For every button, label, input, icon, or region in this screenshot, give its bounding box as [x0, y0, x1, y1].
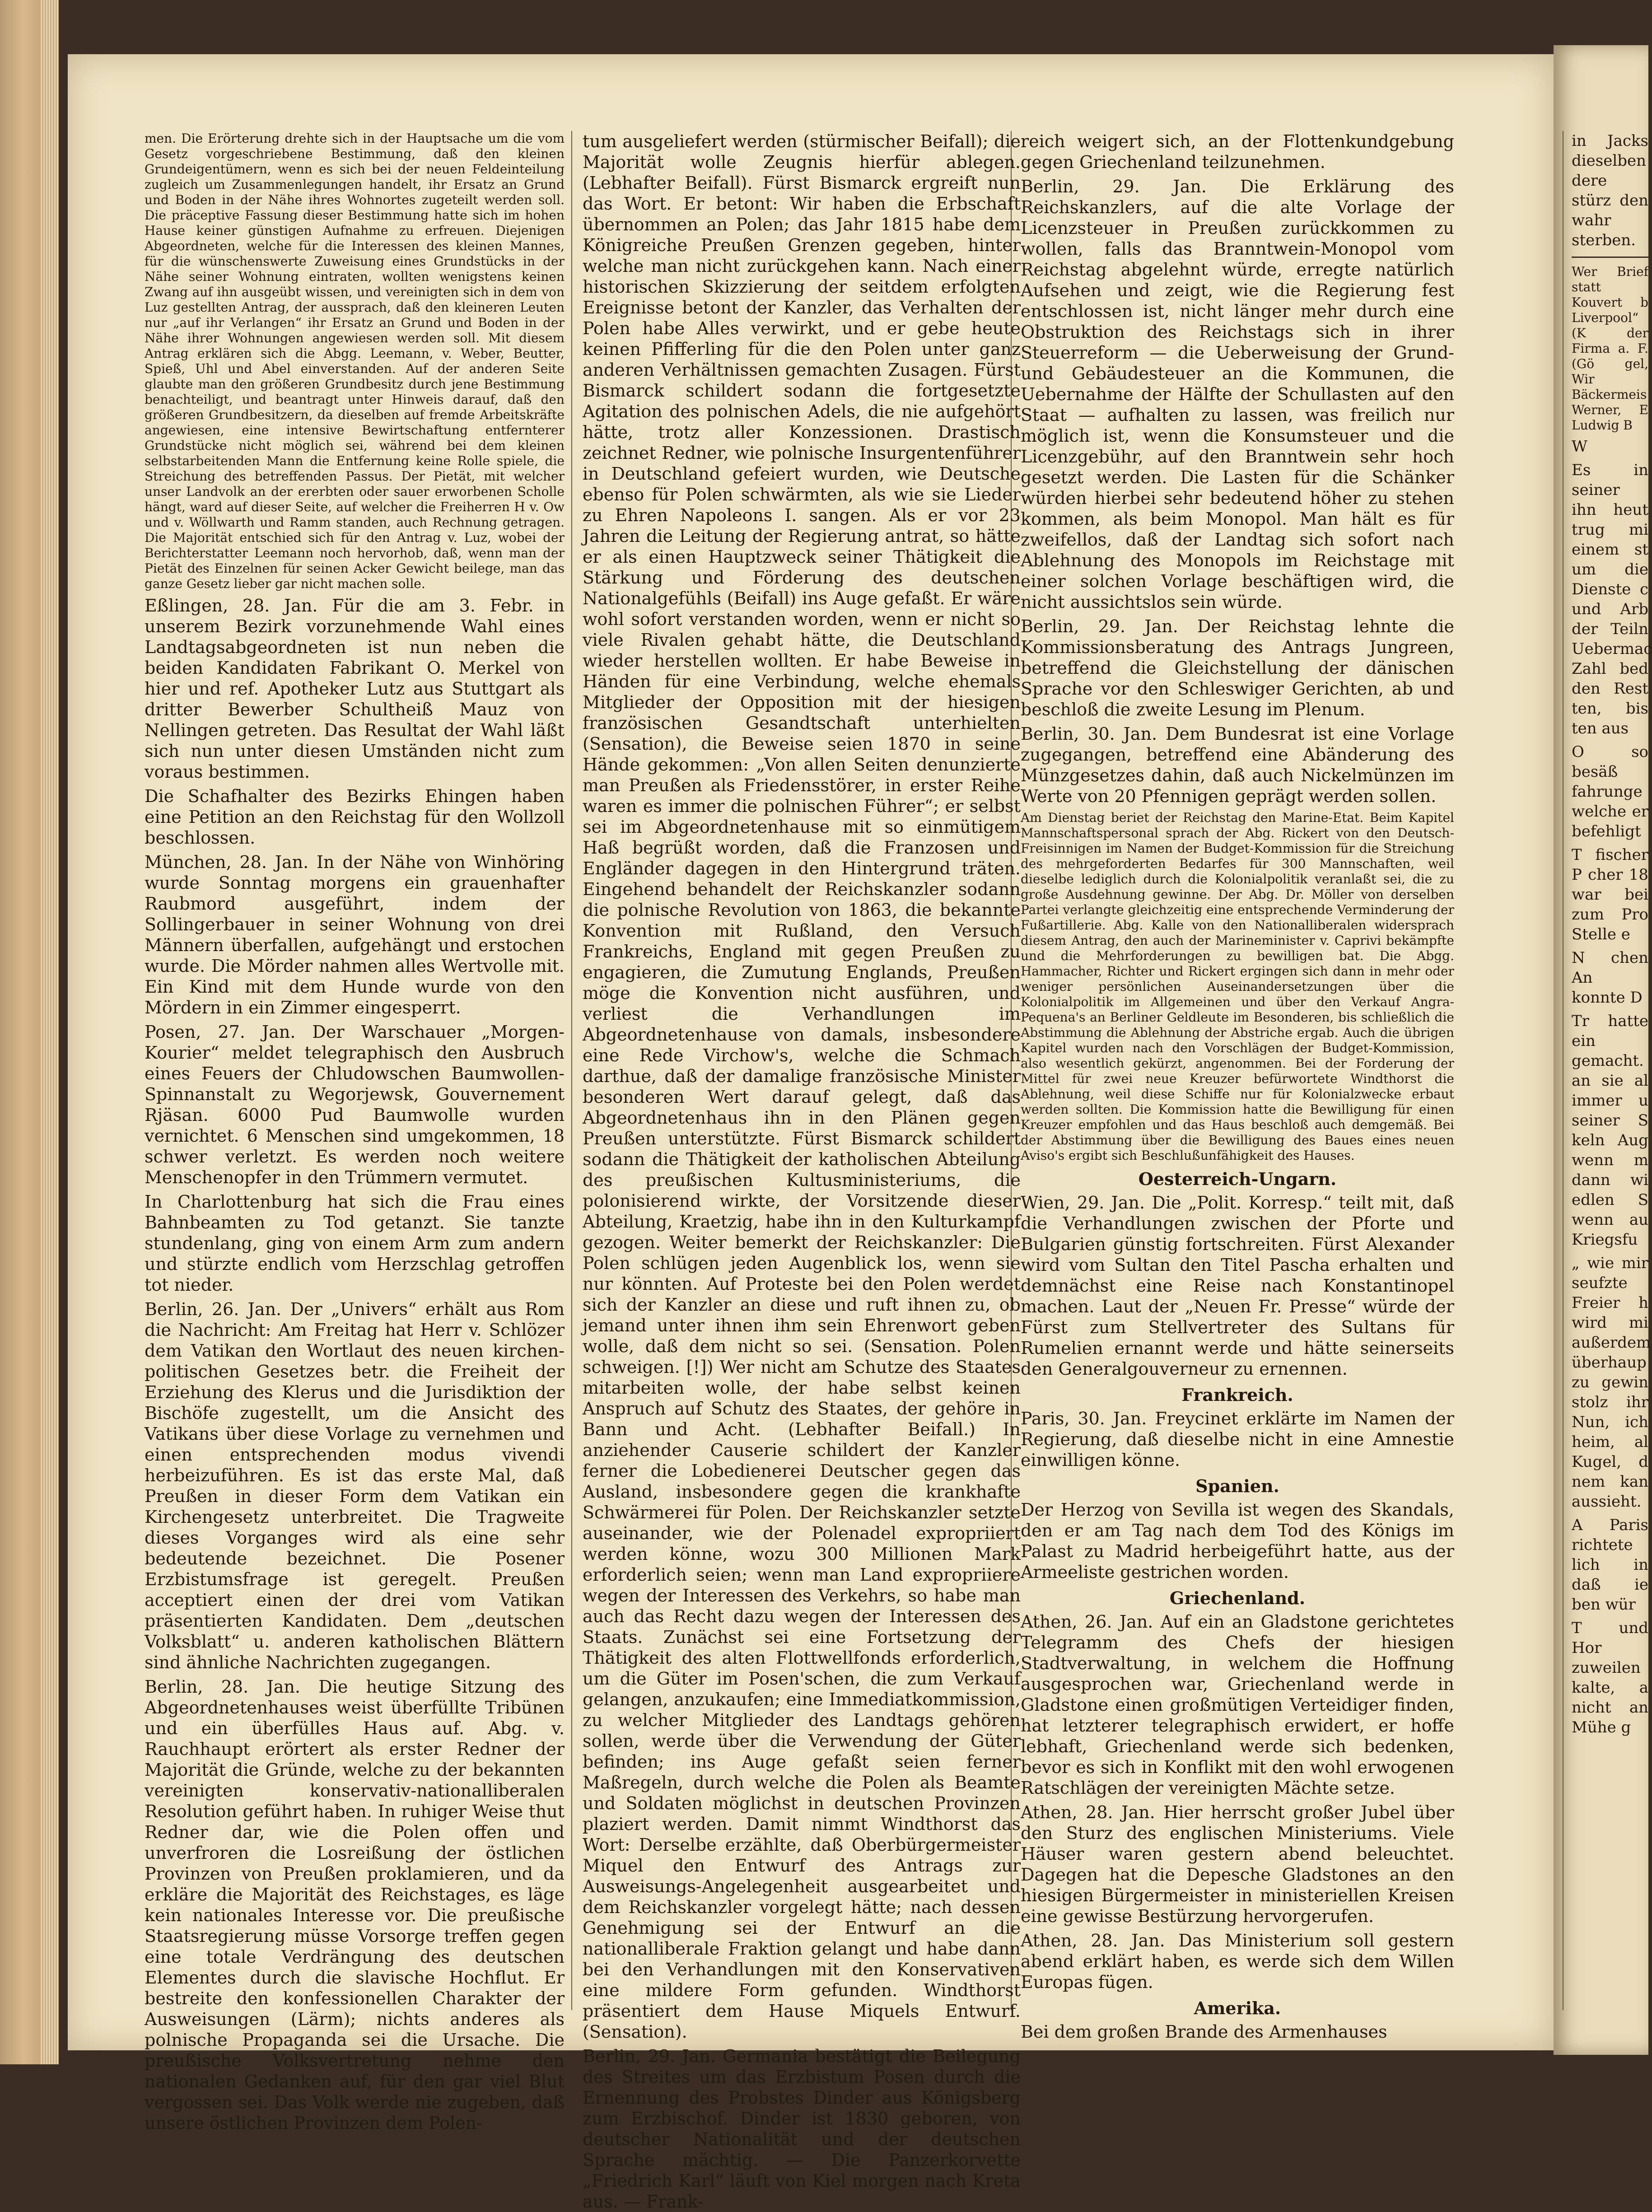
book-edge: [0, 0, 59, 2064]
article-paragraph: A Paris richtete lich in daß ie ben wür: [1572, 1516, 1648, 1614]
article-paragraph: Am Dienstag beriet der Reichstag den Marine-Etat. Beim Kapitel Mannschaftspersonal sprach der Abg. Rickert von den Deutsch-Freisinnigen im Namen der Budget-Kommission für die Streichung des mehrgeforderten Bedarfes für 300 Mannschaften, weil dieselbe lediglich durch die Kolonialpolitik veranlaßt sei, die zu große Ausdehnung gewinne. Der Abg. Dr. Möller von derselben Partei verlangte gleichzeitig eine entsprechende Verminderung der Fußartillerie. Abg. Kalle von den Nationalliberalen widersprach diesem Antrag, den auch der Marineminister v. Caprivi bekämpfte und die Mehrforderungen zu bewilligen bat. Die Abgg. Hammacher, Richter und Rickert ergingen sich dann in mehr oder weniger persönlichen Auseinandersetzungen über die Kolonialpolitik im Allgemeinen und über den Verkauf Angra-Pequena's an Berliner Geldleute im Besonderen, bis schließlich die Abstimmung die Ablehnung der Abstriche ergab. Auch die übrigen Kapitel wurden nach den Vorschlägen der Budget-Kommission, also wesentlich gekürzt, angenommen. Bei der Forderung der Mittel für zwei neue Kreuzer befürwortete Windthorst die Ablehnung, weil diese Schiffe nur für Kolonialzwecke erbaut werden sollten. Die Kommission hatte die Bewilligung für einen Kreuzer empfohlen und das Haus beschloß auch demgemäß. Bei der Abstimmung über die Bewilligung des Baues eines neuen Aviso's ergibt sich Beschlußunfähigkeit des Hauses.: [1021, 810, 1454, 1163]
article-paragraph: W: [1572, 438, 1587, 456]
article-paragraph: Wer Brief statt Kouvert b Liverpool“ (K der Firma a. F. (Gö gel, Wir Bäckermeis Werner, E Ludwig B: [1572, 264, 1648, 433]
section-heading: Spanien.: [1195, 1476, 1279, 1496]
article-paragraph: Athen, 28. Jan. Das Ministerium soll gestern abend erklärt haben, es werde sich dem Willen Europas fügen.: [1021, 1931, 1454, 1992]
article-paragraph: T und Hor zuweilen kalte, a nicht an Mühe g: [1572, 1619, 1648, 1736]
article-paragraph: reich weigert sich, an der Flottenkundgebung gegen Griechenland teilzunehmen.: [1021, 131, 1454, 172]
article-paragraph: In Charlottenburg hat sich die Frau eines Bahnbeamten zu Tod getanzt. Sie tanzte stundenlang, ging von einem Arm zum andern und stürzte endlich vom Herzschlag getroffen tot nieder.: [145, 1192, 565, 1295]
section-heading: Amerika.: [1194, 1998, 1281, 2018]
article-paragraph: Paris, 30. Jan. Freycinet erklärte im Namen der Regierung, daß dieselbe nicht in eine Amnestie einwilligen könne.: [1021, 1409, 1454, 1470]
article-paragraph: Tr hatte ein gemacht. an sie al immer u seiner S keln Aug wenn m dann wi edlen S wenn au Kriegsfu: [1572, 1012, 1648, 1249]
article-paragraph: O so besäß fahrunge welche er befehligt: [1572, 743, 1648, 840]
column-1: [145, 131, 565, 2133]
article-paragraph: Berlin, 29. Jan. Germania bestätigt die Beilegung des Streites um das Erzbistum Posen durch die Ernennung des Probstes Dinder aus Königsberg zum Erzbischof. Dinder ist 1830 geboren, von deutscher Nationalität und der deutschen Sprache mächtig. — Die Panzerkorvette „Friedrich Karl“ läuft von Kiel morgen nach Kreta aus. — Frank-: [583, 2046, 1021, 2212]
column-4-partial: [1572, 131, 1652, 2010]
article-paragraph: N chen An konnte D: [1572, 949, 1648, 1007]
section-heading: Oesterreich-Ungarn.: [1138, 1169, 1337, 1189]
article-paragraph: Berlin, 28. Jan. Die heutige Sitzung des Abgeordnetenhauses weist überfüllte Tribünen und ein überfülles Haus auf. Abg. v. Rauchhaupt erörtert als erster Redner der Majorität die Gründe, welche zu der bekannten vereinigten konservativ-nationalliberalen Resolution geführt haben. In ruhiger Weise thut Redner dar, wie die Polen offen und unverfroren die Losreißung der östlichen Provinzen von Preußen proklamieren, und da erkläre die Majorität des Reichstages, es läge kein nationales Interesse vor. Die preußische Staatsregierung müsse Vorsorge treffen gegen eine totale Verdrängung des deutschen Elementes durch die slavische Hochflut. Er bestreite den konfessionellen Charakter der Ausweisungen (Lärm); nichts anderes als polnische Propaganda sei die Ursache. Die preußische Volksvertretung nehme den nationalen Gedanken auf, für den gar viel Blut vergossen sei. Das Volk werde nie zugeben, daß unsere östlichen Provinzen dem Polen-: [145, 1677, 565, 2133]
article-paragraph: Der Herzog von Sevilla ist wegen des Skandals, den er am Tag nach dem Tod des Königs im Palast zu Madrid herbeigeführt hatte, aus der Armeeliste gestrichen worden.: [1021, 1500, 1454, 1582]
article-paragraph: Athen, 26. Jan. Auf ein an Gladstone gerichtetes Telegramm des Chefs der hiesigen Stadtverwaltung, in welchem die Hoffnung ausgesprochen war, Griechenland werde in Gladstone einen großmütigen Verteidiger finden, hat letzterer telegraphisch erwidert, er hoffe lebhaft, Griechenland werde sich bedenken, bevor es sich in Konflikt mit den wohl erwogenen Ratschlägen der vereinigten Mächte setze.: [1021, 1612, 1454, 1798]
column-rule: [571, 131, 572, 2010]
column-2: [583, 131, 1021, 2212]
article-paragraph: in Jacks dieselben dere stürz den wahr sterben.: [1572, 132, 1648, 249]
column-3: [1021, 131, 1454, 2042]
article-paragraph: T fischer P cher 18 war bei zum Pro Stelle e: [1572, 846, 1648, 943]
article-paragraph: Es in seiner ihn heut trug mi einem st um die Dienste c und Arb der Teiln Uebermac Zahl bed den Rest ten, bis ten aus: [1572, 461, 1652, 737]
article-paragraph: Berlin, 26. Jan. Der „Univers“ erhält aus Rom die Nachricht: Am Freitag hat Herr v. Schlözer dem Vatikan den Wortlaut des neuen kirchen-politischen Gesetzes betr. die Freiheit der Erziehung des Klerus und die Jurisdiktion der Bischöfe zugestellt, um die Ansicht des Vatikans über diese Vorlage zu vernehmen und einen entsprechenden modus vivendi herbeizuführen. Es ist das erste Mal, daß Preußen in dieser Form dem Vatikan ein Kirchengesetz unterbreitet. Die Tragweite dieses Vorganges wird als eine sehr bedeutende bezeichnet. Die Posener Erzbistumsfrage ist geregelt. Preußen acceptiert einen der drei vom Vatikan präsentierten Kandidaten. Dem „deutschen Volksblatt“ u. anderen katholischen Blättern sind ähnliche Nachrichten zugegangen.: [145, 1299, 565, 1672]
article-paragraph: Berlin, 29. Jan. Die Erklärung des Reichskanzlers, auf die alte Vorlage der Licenzsteuer in Preußen zurückkommen zu wollen, falls das Branntwein-Monopol vom Reichstag abgelehnt würde, erregte natürlich Aufsehen und zeigt, wie die Regierung fest entschlossen ist, nicht länger mehr durch eine Obstruktion des Reichstags sich in ihrer Steuerreform — die Ueberweisung der Grund- und Gebäudesteuer an die Kommunen, die Uebernahme der Hälfte der Schullasten auf den Staat — aufhalten zu lassen, was freilich nur möglich ist, wenn die Konsumsteuer und die Licenzgebühr, auf den Branntwein sehr hoch gesetzt werden. Die Lasten für die Schänker würden hierbei sehr bedeutend höher zu stehen kommen, als beim Monopol. Man hält es für zweifellos, daß der Landtag sich sofort nach Ablehnung des Monopols im Reichstage mit einer solchen Vorlage beschäftigen wird, die nicht aussichtslos sein würde.: [1021, 177, 1454, 612]
section-heading: Frankreich.: [1181, 1385, 1293, 1405]
article-paragraph: Bei dem großen Brande des Armenhauses: [1021, 2022, 1387, 2042]
divider: [1572, 257, 1648, 258]
article-paragraph: „ wie mir seufzte Freier h wird mi außerdem überhaup zu gewin stolz ihr Nun, ich heim, al Kugel, d nem kan aussieht.: [1572, 1254, 1651, 1511]
article-paragraph: Eßlingen, 28. Jan. Für die am 3. Febr. in unserem Bezirk vorzunehmende Wahl eines Landtagsabgeordneten ist nun neben die beiden Kandidaten Fabrikant O. Merkel von hier und ref. Apotheker Lutz aus Stuttgart als dritter Bewerber Schultheiß Mauz von Nellingen getreten. Das Resultat der Wahl läßt sich nun unter diesen Umständen nicht zum voraus bestimmen.: [145, 596, 565, 782]
article-paragraph: Berlin, 29. Jan. Der Reichstag lehnte die Kommissionsberatung des Antrags Jungreen, betreffend die Gleichstellung der dänischen Sprache vor den Schleswiger Gerichten, ab und beschloß die zweite Lesung im Plenum.: [1021, 616, 1454, 719]
article-paragraph: tum ausgeliefert werden (stürmischer Beifall); die Majorität wolle Zeugnis hierfür ablegen. (Lebhafter Beifall). Fürst Bismarck ergreift nun das Wort. Er betont: Wir haben die Erbschaft übernommen an Polen; das Jahr 1815 habe dem Königreiche Preußen Grenzen gegeben, hinter welche man nicht zurückgehen kann. Nach einer historischen Skizzierung der seitdem erfolgten Ereignisse betont der Kanzler, das Verhalten der Polen habe Alles verwirkt, und er gebe heute keinen Pfifferling für die den Polen unter ganz anderen Verhältnissen gemachten Zusagen. Fürst Bismarck schildert sodann die fortgesetzte Agitation des polnischen Adels, die nie aufgehört hätte, trotz aller Konzessionen. Drastisch zeichnet Redner, wie polnische Insurgentenführer in Deutschland gefeiert wurden, wie Deutsche ebenso für Polen schwärmten, als wie sie Lieder zu Ehren Napoleons I. sangen. Als er vor 23 Jahren die Leitung der Regierung antrat, so hätte er als einen Hauptzweck seiner Thätigkeit die Stärkung und Förderung des deutschen Nationalgefühls (Beifall) ins Auge gefaßt. Er wäre wohl sofort verstanden worden, wenn er nicht so viele Rivalen gehabt hätte, die Deutschland wieder herstellen wollten. Er habe Beweise in Händen für eine Verbindung, welche ehemals Mitglieder der Opposition mit der hiesigen französischen Gesandtschaft unterhielten (Sensation), die Beweise seien 1870 in seine Hände gekommen: „Von allen Seiten denunzierte man Preußen als Friedensstörer, in erster Reihe waren es immer die polnischen Führer“; er selbst sei im Abgeordnetenhause mit so einmütigem Haß begrüßt worden, daß die Franzosen und Engländer dagegen in den Hintergrund träten. Eingehend behandelt der Reichskanzler sodann die polnische Revolution von 1863, die bekannte Konvention mit Rußland, den Versuch Frankreichs, England mit gegen Preußen zu engagieren, die Zumutung Englands, Preußen möge die Konvention nicht ausführen, und verliest die Verhandlungen im Abgeordnetenhause von damals, insbesondere eine Rede Virchow's, welche die Schmach darthue, daß der damalige französische Minister besonderen Wert darauf gelegt, daß das Abgeordnetenhaus ihn in den Plänen gegen Preußen unterstützte. Fürst Bismarck schildert sodann die Thätigkeit der katholischen Abteilung des preußischen Kultusministeriums, die polonisierend wirkte, der Vorsitzende dieser Abteilung, Kraetzig, habe ihn in den Kulturkampf gezogen. Weiter bemerkt der Reichskanzler: Die Polen schlügen jeden Augenblick los, wenn sie nur könnten. Auf Proteste bei den Polen werdet sich der Kanzler an diese und ruft ihnen zu, ob jemand unter ihnen ihm sein Ehrenwort geben wolle, daß dem nicht so sei. (Sensation. Polen schweigen. [!]) Wer nicht am Schutze des Staates mitarbeiten wolle, der habe selbst keinen Anspruch auf Schutz des Staates, der gehöre in Bann und Acht. (Lebhafter Beifall.) In anziehender Causerie schildert der Kanzler ferner die Lobedienerei Deutscher gegen das Ausland, insbesondere gegen die krankhafte Schwärmerei für Polen. Der Reichskanzler setzte auseinander, wie der Polenadel expropriiert werden könne, wozu 300 Millionen Mark erforderlich seien; wenn man Land expropriiere wegen der Interessen des Verkehrs, so habe man auch das Recht dazu wegen der Interessen des Staats. Zunächst sei eine Fortsetzung der Thätigkeit des alten Flottwellfonds erforderlich, um die Güter im Posen'schen, die zum Verkauf gelangen, anzukaufen; eine Immediatkommission, zu welcher Mitglieder des Landtags gehören sollen, werde über die Verwendung der Güter befinden; ins Auge gefaßt seien ferner Maßregeln, durch welche die Polen als Beamte und Soldaten möglichst in deutschen Provinzen plaziert werden. Damit nimmt Windthorst das Wort: Derselbe erzählte, daß Oberbürgermeister Miquel den Entwurf des Antrags zur Ausweisungs-Angelegenheit ausgearbeitet und dem Reichskanzler vorgelegt hätte; nach dessen Genehmigung sei der Entwurf an die nationalliberale Fraktion gelangt und habe dann bei den Verhandlungen mit den Konservativen eine mildere Form gefunden. Windthorst präsentiert dem Hause Miquels Entwurf. (Sensation).: [583, 131, 1021, 2042]
section-heading: Griechenland.: [1169, 1588, 1306, 1608]
article-paragraph: Wien, 29. Jan. Die „Polit. Korresp.“ teilt mit, daß die Verhandlungen zwischen der Pforte und Bulgarien günstig fortschreiten. Fürst Alexander wird vom Sultan den Titel Pascha erhalten und demnächst eine Reise nach Konstantinopel machen. Laut der „Neuen Fr. Presse“ würde der Fürst zum Stellvertreter des Sultans für Rumelien ernannt werde und hätte seinerseits den Generalgouverneur zu ernennen.: [1021, 1193, 1454, 1379]
article-paragraph: Die Schafhalter des Bezirks Ehingen haben eine Petition an den Reichstag für den Wollzoll beschlossen.: [145, 786, 565, 848]
article-paragraph: men. Die Erörterung drehte sich in der Hauptsache um die vom Gesetz vorgeschriebene Bestimmung, daß den kleinen Grundeigentümern, wenn es sich bei der neuen Feldeinteilung zugleich um Zusammenlegungen handelt, ihr Ersatz an Grund und Boden in der Nähe ihres Wohnortes zugeteilt werden soll. Die präceptive Fassung dieser Bestimmung hatte sich im hohen Hause keiner günstigen Aufnahme zu erfreuen. Diejenigen Abgeordneten, welche für die Interessen des kleinen Mannes, für die wünschenswerte Zuweisung eines Grundstücks in der Nähe seiner Wohnung eintraten, wollten wenigstens keinen Zwang auf ihn ausgeübt wissen, und vereinigten sich in dem von Luz gestellten Antrag, der aussprach, daß den kleineren Leuten nur „auf ihr Verlangen“ ihr Ersatz an Grund und Boden in der Nähe ihrer Wohnungen angewiesen werden soll. Mit diesem Antrag erklären sich die Abgg. Leemann, v. Weber, Beutter, Spieß, Uhl und Abel einverstanden. Auf der anderen Seite glaubte man den größeren Grundbesitz durch jene Bestimmung benachteiligt, und beantragt unter Hinweis darauf, daß den größeren Grundbesitzern, da dieselben auf fremde Arbeitskräfte angewiesen, eine intensive Bewirtschaftung entfernterer Grundstücke nicht möglich sei, während bei dem kleinen selbstarbeitenden Mann die Entfernung keine Rolle spiele, die Streichung des betreffenden Passus. Der Pietät, mit welcher unser Landvolk an der ererbten oder sauer erworbenen Scholle hängt, ward auf dieser Seite, auf welcher die Freiherren H v. Ow und v. Wöllwarth und Ramm standen, auch Rechnung getragen. Die Majorität entschied sich für den Antrag v. Luz, wobei der Berichterstatter Leemann noch hervorhob, daß, wenn man der Pietät des Einzelnen für seinen Acker Gewicht beilege, man das ganze Gesetz lieber gar nicht machen solle.: [145, 131, 565, 591]
article-paragraph: Berlin, 30. Jan. Dem Bundesrat ist eine Vorlage zugegangen, betreffend eine Abänderung des Münzgesetzes dahin, daß auch Nickelmünzen im Werte von 20 Pfennigen geprägt werden sollen.: [1021, 724, 1454, 806]
article-paragraph: Athen, 28. Jan. Hier herrscht großer Jubel über den Sturz des englischen Ministeriums. Viele Häuser waren gestern abend beleuchtet. Dagegen hat die Depesche Gladstones an den hiesigen Bürgermeister in ministeriellen Kreisen eine gewisse Bestürzung hervorgerufen.: [1021, 1802, 1454, 1926]
article-paragraph: Posen, 27. Jan. Der Warschauer „Morgen-Kourier“ meldet telegraphisch den Ausbruch eines Feuers der Chludowschen Baumwollen-Spinnanstalt zu Wegorjewsk, Gouvernement Rjäsan. 6000 Pud Baumwolle wurden vernichtet. 6 Menschen sind umgekommen, 18 schwer verletzt. Es werden noch weitere Menschenopfer in den Trümmern vermutet.: [145, 1022, 565, 1187]
article-paragraph: München, 28. Jan. In der Nähe von Winhöring wurde Sonntag morgens ein grauenhafter Raubmord ausgeführt, indem der Sollingerbauer in seiner Wohnung von drei Männern überfallen, aufgehängt und erstochen wurde. Die Mörder nahmen alles Wertvolle mit. Ein Kind mit dem Hunde wurde von den Mördern in ein Zimmer eingesperrt.: [145, 852, 565, 1017]
